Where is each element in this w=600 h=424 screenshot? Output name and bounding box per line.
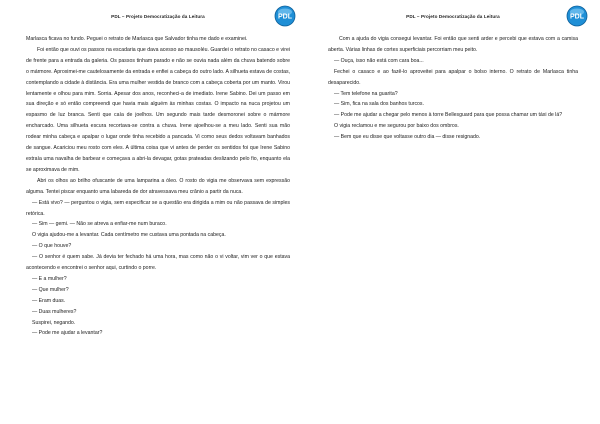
pdl-logo — [274, 5, 296, 27]
paragraph: — Pode me ajudar a chegar pelo menos à torre Bellesguard para que possa chamar um táxi de lá? — [334, 112, 563, 119]
page-header — [328, 0, 584, 30]
paragraph: — Que mulher? — [32, 286, 69, 293]
paragraph: — Duas mulheres? — [32, 308, 77, 315]
paragraph: — Bem que eu disse que voltasse outro dia — disse resignado. — [334, 134, 481, 141]
left-page-body — [26, 34, 290, 339]
paragraph: O vigia ajudou-me a levantar. Cada centímetro me custava uma pontada na cabeça. — [32, 232, 226, 239]
right-page — [300, 0, 600, 424]
paragraph: — E a mulher? — [32, 275, 67, 282]
paragraph: — Eram duas. — [32, 297, 66, 304]
paragraph: Suspirei, negando. — [32, 319, 76, 326]
paragraph: — O senhor é quem sabe. Já deviа ter fechado há uma hora, mas como não o vi voltar, vim ver o que estava acontecendo e encontrei o senhor aqui, curtindo o porre. — [26, 254, 290, 272]
paragraph: — O que houve? — [32, 243, 72, 250]
paragraph: — Pode me ajudar a levantar? — [32, 330, 103, 337]
paragraph: Fechei o casaco e ao fazê-lo aproveitei para apalpar o bolso interno. O retrato de Marlasca tinha desaparecido. — [328, 68, 578, 86]
header-title: PDL – Projeto Democratização da Leitura — [111, 14, 205, 19]
pdl-logo-text: PDL — [278, 13, 292, 21]
paragraph: — Sim, fica na sala dos banhos turcos. — [334, 101, 424, 108]
page-header — [26, 0, 290, 30]
header-title: PDL – Projeto Democratização da Leitura — [406, 14, 500, 19]
pdl-logo-text: PDL — [570, 13, 584, 21]
paragraph: Abri os olhos ao brilho ofuscante de uma lamparina a óleo. O rosto do vigia me observava sem expressão alguma. Tentei piscar enquanto uma labareda de dor atravessava meu crânio a partir da nuca. — [26, 177, 290, 195]
paragraph: O vigia reclamou e me segurou por baixo dos ombros. — [334, 123, 459, 130]
paragraph: Marlasca ficava no fundo. Peguei o retrato de Marlasca que Salvador tinha me dado e examinei. — [26, 36, 248, 42]
paragraph: — Ouça, isso não está com cara boa... — [334, 57, 424, 64]
paragraph: — Sim — gemi. — Não se atreva a enfiar-me num buraco. — [32, 221, 167, 228]
paragraph: Com a ajuda do vigia consegui levantar. Foi então que senti arder e percebi que estava com a camisa aberta. Várias linhas de cortes superficiais percorriam meu peito. — [328, 36, 578, 53]
paragraph: Foi então que ouvi os passos na escadaria que dava acesso ao mausoléu. Guardei o retrato no casaco e virei de frente para a entrada da galeria. Os passos tinham parado e não se ouvia nada além da chuva batendo sobre o mármore. Aproximei-me cautelosamente da entrada e enfiei a cabeça do outro lado. A silhueta estava de costas, contemplando a cidade à distância. Era uma mulher vestida de branco com a cabeça coberta por um manto. Virou lentamente e olhou para mim. Sorria. Apesar dos anos, reconheci-a de imediato. Irene Sabino. Dei um passo em sua direção e só então compreendi que havia mais alguém às minhas costas. O impacto na nuca projetou um espasmo de luz branca. Senti que caía de joelhos. Um segundo mais tarde desmoronei sobre o mármore encharcado. Uma silhueta escura recortava-se contra a chuva. Irene ajoelhou-se a meu lado. Senti sua mão rodear minha cabeça e apalpar o lugar onde tinha recebido a pancada. Vi como seus dedos voltavam banhados de sangue. Acariciou meu rosto com eles. A última coisa que vi antes de perder os sentidos foi que Irene Sabino extraía uma navalha de barbear e começava a abri-la devagar, gotas prateadas deslizando pelo fio, enquanto ela se aproximava de mim. — [26, 46, 290, 173]
paragraph: — Tem telefone na guarita? — [334, 90, 398, 97]
paragraph: — Está vivo? — perguntou o vigia, sem especificar se a questão era dirigida a mim ou não passava de simples retórica. — [26, 199, 290, 217]
pdl-logo — [566, 5, 588, 27]
right-page-body — [328, 34, 578, 143]
